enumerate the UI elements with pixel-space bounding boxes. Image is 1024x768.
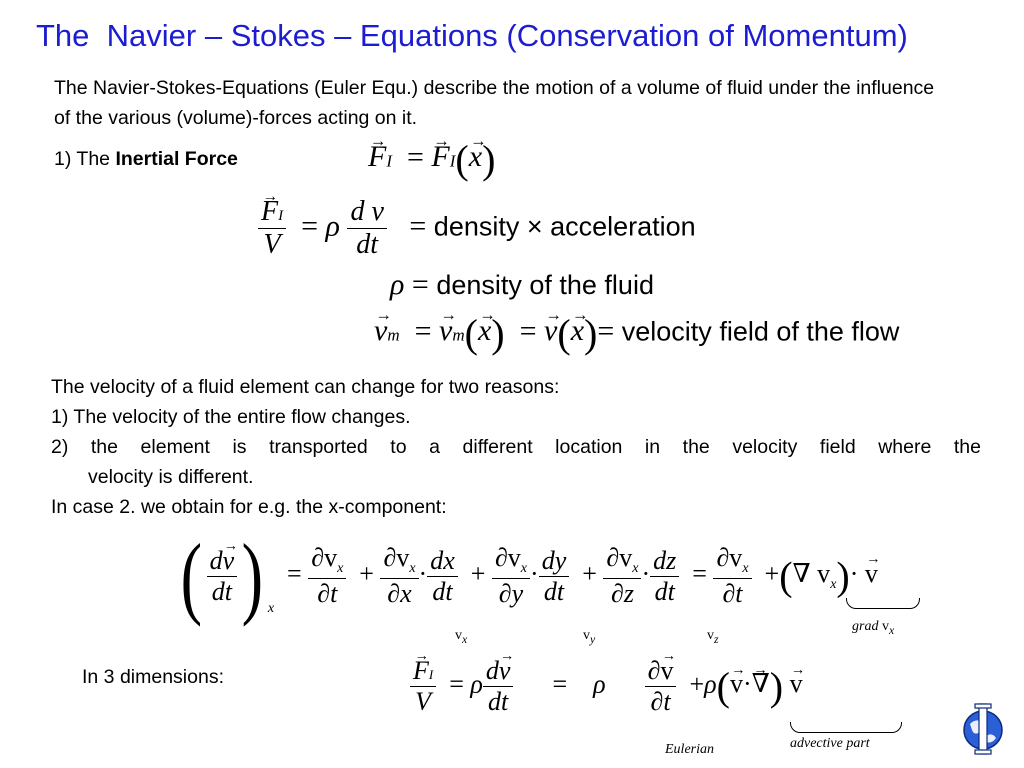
label-vx: $v_x$	[455, 628, 468, 646]
grad-brace	[846, 598, 920, 609]
label-vz: $v_z$	[707, 628, 719, 646]
reasons-line-1: The velocity of a fluid element can change for two reasons:	[51, 376, 560, 398]
equation-density-acceleration: → $\frac{FI}{V}$ = ρ $\frac{\text{d v}}{dt}$ = density × acceleration	[258, 196, 696, 261]
label-advective-part: advective part	[790, 736, 870, 751]
slide-title: The Navier – Stokes – Equations (Conservation of Momentum)	[36, 18, 908, 53]
label-eulerian: Eulerian	[665, 742, 714, 757]
three-dimensions-label: In 3 dimensions:	[82, 666, 224, 688]
advective-brace	[790, 722, 902, 733]
equation-x-component: ( $\frac{d\to v}{dt}$ ) $_x$ = $\frac{\partial v_x}{\partial t}$ + $\frac{\partial v_x}{\partial x}$ · $\frac{dx}{dt}$ + $\frac{\partial v_x}{\partial y}$ · $\frac{dy}{dt}$ + $\frac{\partial v_x}{\partial z}$ · $\frac{dz}{dt}$ = $\frac{\partial v_x}{\partial t}$ +(∇ $v_x)\cdot \to v$	[176, 530, 878, 622]
equation-velocity-field: → vm = → vm(→ x) = → v(→ x)= velocity field of the flow	[374, 310, 899, 357]
equation-inertial-force: → FI = → FI(→ x)	[368, 136, 495, 183]
reasons-line-2: 1) The velocity of the entire flow changes.	[51, 406, 411, 428]
equation-rho: ρ = density of the fluid	[390, 268, 654, 301]
label-vy: $v_y$	[583, 628, 596, 646]
reasons-line-5: In case 2. we obtain for e.g. the x-component:	[51, 496, 447, 518]
inertial-force-label: 1) The Inertial Force	[54, 148, 238, 170]
reasons-line-3: 2) the element is transported to a different location in the velocity field where the	[51, 436, 981, 458]
label-grad-vx: grad $v_x$	[852, 619, 895, 637]
reasons-line-4: velocity is different.	[88, 466, 254, 488]
intro-paragraph: The Navier-Stokes-Equations (Euler Equ.) describe the motion of a volume of fluid under the influence of the various (volume)-forces acting on it.	[54, 77, 935, 129]
globe-logo-icon	[958, 700, 1008, 756]
equation-3d: → $\frac{FI}{V}$ = ρ $\frac{d\to v}{dt}$ = ρ $\frac{\partial\to v}{\partial t}$ +ρ(→ v·→ ∇) → v	[410, 656, 803, 717]
